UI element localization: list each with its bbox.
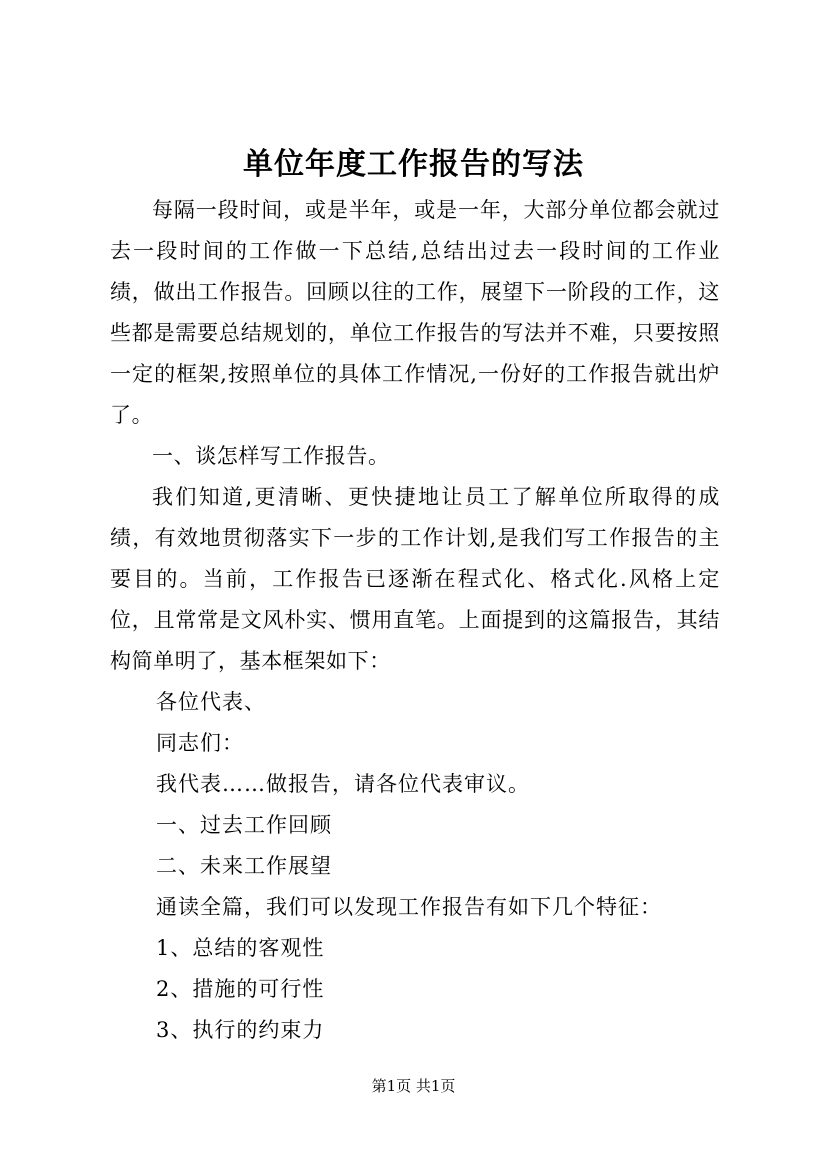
summary-line: 通读全篇，我们可以发现工作报告有如下几个特征： xyxy=(156,895,662,919)
feature-list-item: 3、执行的约束力 xyxy=(156,1018,325,1042)
feature-list-item: 1、总结的客观性 xyxy=(156,936,325,960)
framework-line: 我代表……做报告，请各位代表审议。 xyxy=(156,772,530,796)
feature-list-item: 2、措施的可行性 xyxy=(156,977,325,1001)
document-title: 单位年度工作报告的写法 xyxy=(243,147,584,182)
framework-line: 一、过去工作回顾 xyxy=(156,813,332,837)
framework-line: 各位代表、 xyxy=(156,690,266,714)
page-footer: 第1页 共1页 xyxy=(371,1077,456,1095)
paragraph-intro: 每隔一段时间，或是半年，或是一年，大部分单位都会就过去一段时间的工作做一下总结,总结出过去一段时间的工作业绩，做出工作报告。回顾以往的工作，展望下一阶段的工作，这些都是需要总结规划的，单位工作报告的写法并不难，只要按照一定的框架,按照单位的具体工作情况,一份好的工作报告就出炉了。 xyxy=(110,198,720,427)
framework-line: 二、未来工作展望 xyxy=(156,854,332,878)
paragraph-explanation: 我们知道,更清晰、更快捷地让员工了解单位所取得的成绩，有效地贯彻落实下一步的工作计划,是我们写工作报告的主要目的。当前，工作报告已逐渐在程式化、格式化.风格上定位，且常常是文风朴实、惯用直笔。上面提到的这篇报告，其结构简单明了，基本框架如下： xyxy=(110,485,720,673)
paragraph-section-heading: 一、谈怎样写工作报告。 xyxy=(152,444,390,468)
document-body xyxy=(110,190,720,1051)
framework-line: 同志们： xyxy=(156,731,244,755)
